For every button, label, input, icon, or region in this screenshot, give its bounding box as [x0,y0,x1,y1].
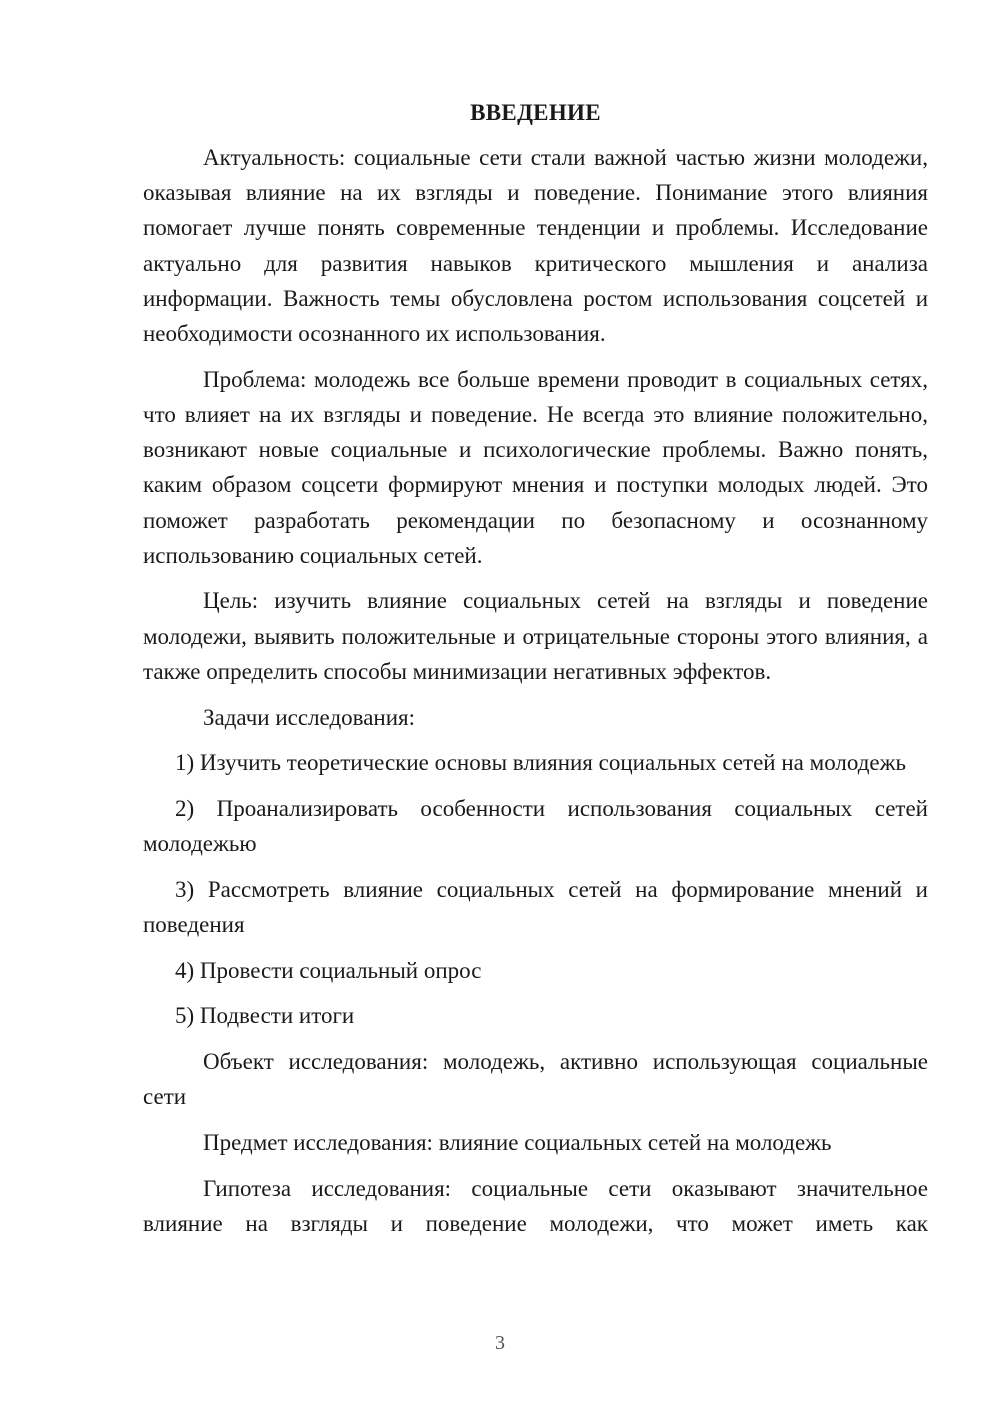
document-body [143,95,928,1241]
paragraph-relevance: Актуальность: социальные сети стали важной частью жизни молодежи, оказывая влияние на их взгляды и поведение. Понимание этого влияния помогает лучше понять современные тенденции и проблемы. Исследование актуально для развития навыков критического мышления и анализа информации. Важность темы обусловлена ростом использования соцсетей и необходимости осознанного их использования. [143,145,928,347]
paragraph-subject: Предмет исследования: влияние социальных сетей на молодежь [203,1130,832,1156]
task-item: 3) Рассмотреть влияние социальных сетей на формирование мнений и поведения [143,876,928,938]
paragraph-hypothesis: Гипотеза исследования: социальные сети оказывают значительное влияние на взгляды и поведение молодежи, что может иметь как [143,1175,928,1236]
paragraph-tasks-title: Задачи исследования: [203,704,416,730]
task-item: 1) Изучить теоретические основы влияния социальных сетей на молодежь [175,750,906,776]
task-item: 4) Провести социальный опрос [175,957,482,983]
paragraph-goal: Цель: изучить влияние социальных сетей на взгляды и поведение молодежи, выявить положительные и отрицательные стороны этого влияния, а также определить способы минимизации негативных эффектов. [143,588,928,684]
task-item: 2) Проанализировать особенности использования социальных сетей молодежью [143,795,928,857]
paragraph-problem: Проблема: молодежь все больше времени проводит в социальных сетях, что влияет на их взгляды и поведение. Не всегда это влияние положительно, возникают новые социальные и психологические проблемы. Важно понять, каким образом соцсети формируют мнения и поступки молодых людей. Это поможет разработать рекомендации по безопасному и осознанному использованию социальных сетей. [143,366,928,568]
paragraph-object: Объект исследования: молодежь, активно использующая социальные сети [143,1049,928,1110]
page-number: 3 [495,1332,505,1354]
task-item: 5) Подвести итоги [175,1003,355,1029]
section-heading: ВВЕДЕНИЕ [470,100,601,125]
